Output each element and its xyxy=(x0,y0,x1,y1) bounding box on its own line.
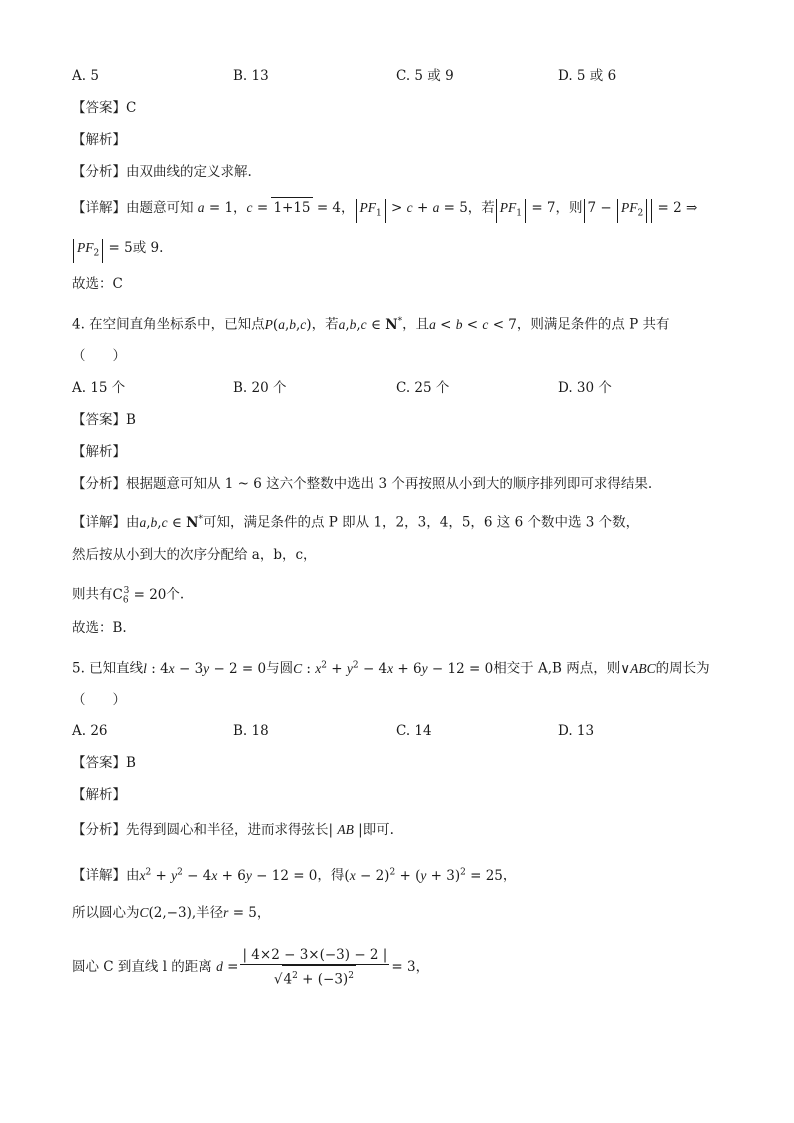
xiangjie-text: 由 xyxy=(126,867,140,884)
option-d: D. 5 或 6 xyxy=(558,68,617,84)
stem-text: 5. 已知直线 xyxy=(72,660,144,677)
xiangjie-text: 由 xyxy=(126,514,140,531)
option-d: D. 30 个 xyxy=(558,380,612,396)
xiangjie-tag: 【详解】 xyxy=(72,867,126,884)
formula: ∨ABC xyxy=(620,660,656,677)
xiangjie-text: 可知，满足条件的点 P 即从 1，2，3，4，5，6 这 6 个数中选 3 个数， xyxy=(203,514,640,531)
formula: r = 5 xyxy=(223,905,257,921)
option-a: A. 15 个 xyxy=(72,380,126,396)
xiangjie-line-1 xyxy=(72,862,516,886)
fenxi-line xyxy=(72,474,652,494)
fenxi-line xyxy=(72,820,394,840)
fenxi-tag: 【分析】 xyxy=(72,476,126,492)
option-c: C. 5 或 9 xyxy=(396,68,454,84)
option-b: B. 13 xyxy=(233,68,269,84)
option-b: B. 18 xyxy=(233,723,269,739)
formula: = 3 xyxy=(391,959,416,975)
option-d: D. 13 xyxy=(558,723,595,739)
xiangjie-text: ， xyxy=(415,959,430,975)
xiangjie-text: ， xyxy=(256,905,271,921)
answer-tag: 【答案】 xyxy=(72,755,126,771)
question-4-blank: （ ） xyxy=(72,348,126,364)
fenxi-text: 根据题意可知从 1 ~ 6 这六个整数中选出 3 个再按照从小到大的顺序排列即可求得结果. xyxy=(126,476,653,492)
xiangjie-line-1 xyxy=(72,509,639,533)
formula: a < b < c < 7 xyxy=(429,316,517,333)
stem-text: 相交于 A,B 两点，则 xyxy=(493,660,621,677)
option-b: B. 20 个 xyxy=(233,380,287,396)
xiangjie-text: ，则 xyxy=(555,200,583,216)
fenxi-text: 即可. xyxy=(362,822,394,838)
xiangjie-tag: 【详解】 xyxy=(72,514,126,531)
question-5-blank: （ ） xyxy=(72,692,126,708)
fenxi-text: 先得到圆心和半径，进而求得弦长 xyxy=(126,822,329,838)
formula: $C_6^3 = 20$ xyxy=(112,586,167,606)
fenxi-text: 由双曲线的定义求解. xyxy=(126,164,252,180)
fenxi-tag: 【分析】 xyxy=(72,164,126,180)
conclusion: 故选：C xyxy=(72,276,123,292)
analysis-tag: 【解析】 xyxy=(72,787,126,803)
formula: P(a,b,c) xyxy=(264,316,312,333)
formula: $PF_2 = 5$ xyxy=(72,240,133,256)
answer-value: C xyxy=(126,100,137,116)
option-c: C. 14 xyxy=(396,723,432,739)
answer-value: B xyxy=(126,412,136,428)
stem-text: ，则满足条件的点 P 共有 xyxy=(516,316,670,333)
xiangjie-text: 个. xyxy=(166,586,185,603)
xiangjie-text: ,半径 xyxy=(191,905,224,921)
xiangjie-text: ，得 xyxy=(317,867,345,884)
analysis-heading xyxy=(72,130,126,150)
xiangjie-line-2 xyxy=(72,903,270,923)
formula: a = 1，c = 1+15 = 4， $PF_1 > c + a = 5$ xyxy=(198,200,468,216)
stem-text: ，若 xyxy=(311,316,339,333)
formula: C : $x^2 + y^2 - 4x + 6y - 12 = 0$ xyxy=(293,660,494,677)
stem-text: ，且 xyxy=(402,316,430,333)
formula: $PF_1 = 7$ xyxy=(495,200,556,216)
analysis-tag: 【解析】 xyxy=(72,132,126,148)
fenxi-line xyxy=(72,162,252,182)
answer-tag: 【答案】 xyxy=(72,412,126,428)
xiangjie-line-1 xyxy=(72,197,697,223)
xiangjie-tag: 【详解】 xyxy=(72,200,126,216)
xiangjie-text: ， xyxy=(502,867,517,884)
option-c: C. 25 个 xyxy=(396,380,450,396)
xiangjie-text: 或 9. xyxy=(132,240,164,256)
stem-text: 与圆 xyxy=(266,660,294,677)
xiangjie-text: 由题意可知 xyxy=(126,200,194,216)
formula: $(x - 2)^2 + (y + 3)^2 = 25$ xyxy=(344,867,503,884)
xiangjie-text: 所以圆心为 xyxy=(72,905,140,921)
fenxi-tag: 【分析】 xyxy=(72,822,126,838)
question-5-stem xyxy=(72,655,710,679)
formula: a,b,c ∈ N* xyxy=(139,514,204,531)
analysis-heading xyxy=(72,442,126,462)
xiangjie-text: 圆心 C 到直线 l 的距离 xyxy=(72,959,212,975)
stem-text: 4. 在空间直角坐标系中，已知点 xyxy=(72,316,265,333)
answer-line xyxy=(72,98,136,118)
stem-text: 的周长为 xyxy=(655,660,710,677)
answer-line xyxy=(72,753,136,773)
question-4-stem xyxy=(72,311,670,335)
option-a: A. 5 xyxy=(72,68,99,84)
formula: C(2,−3) xyxy=(139,905,192,921)
formula: $x^2 + y^2 - 4x + 6y - 12 = 0$ xyxy=(139,867,318,884)
xiangjie-line-3 xyxy=(72,581,184,610)
xiangjie-line-2 xyxy=(72,238,163,263)
answer-tag: 【答案】 xyxy=(72,100,126,116)
xiangjie-text: 则共有 xyxy=(72,586,113,603)
xiangjie-line-2: 然后按从小到大的次序分配给 a，b，c， xyxy=(72,547,317,563)
option-a: A. 26 xyxy=(72,723,108,739)
answer-line xyxy=(72,410,136,430)
xiangjie-text: ，若 xyxy=(467,200,495,216)
formula: d = xyxy=(216,959,239,975)
answer-value: B xyxy=(126,755,136,771)
formula: $7 - PF_2 = 2$ ⇒ xyxy=(583,200,698,216)
analysis-heading xyxy=(72,785,126,805)
formula: | AB | xyxy=(328,822,363,838)
xiangjie-line-3 xyxy=(72,944,429,990)
formula: a,b,c ∈ N* xyxy=(338,316,403,333)
analysis-tag: 【解析】 xyxy=(72,444,126,460)
conclusion: 故选：B. xyxy=(72,620,127,636)
distance-fraction: $\frac{| 4\times 2 - 3\times(-3) - 2 |}{√4^2 + (-3)^2}$ xyxy=(242,946,388,988)
formula: l : 4x − 3y − 2 = 0 xyxy=(143,660,267,677)
